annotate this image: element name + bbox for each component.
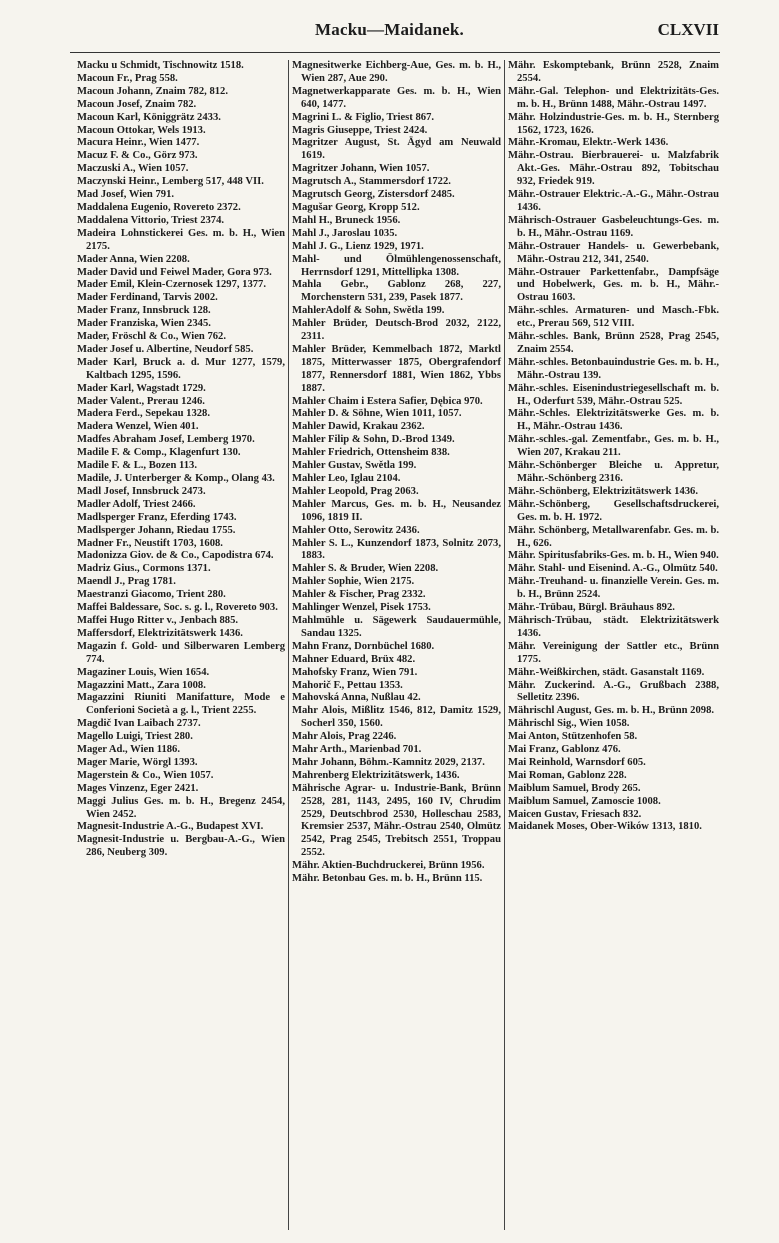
directory-entry: Mahrenberg Elektrizitätswerk, 1436. (292, 769, 460, 781)
directory-entry: Madriz Gius., Cormons 1371. (77, 563, 211, 575)
directory-entry: Maczynski Heinr., Lemberg 517, 448 VII. (77, 176, 264, 188)
page-title: Macku—Maidanek. (315, 20, 464, 39)
directory-entry: Magazzini Riuniti Manifatture, Mode e Conferioni Società a g. l., Trient 2255. (77, 692, 285, 717)
directory-entry: Madler Adolf, Triest 2466. (77, 498, 196, 510)
directory-entry: Mährischl August, Ges. m. b. H., Brünn 2098. (508, 705, 715, 717)
directory-entry: Madile, J. Unterberger & Komp., Olang 43. (77, 473, 275, 484)
directory-entry: Mader Emil, Klein-Czernosek 1297, 1377. (77, 279, 267, 291)
directory-entry: Magrutsch Georg, Zistersdorf 2485. (292, 189, 455, 201)
directory-entry: Mahler Filip & Sohn, D.-Brod 1349. (292, 434, 455, 446)
directory-entry: Mahr Alois, Mißlitz 1546, 812, Damitz 1529, Socherl 350, 1560. (292, 705, 501, 730)
directory-entry: Mahler Friedrich, Ottensheim 838. (292, 447, 450, 459)
directory-entry: Mai Franz, Gablonz 476. (508, 744, 621, 756)
directory-entry: Mahl- und Ölmühlengenossenschaft, Herrnsdorf 1291, Mittellipka 1308. (292, 253, 501, 278)
directory-entry: Mährisch-Trübau, städt. Elektrizitätswerk 1436. (508, 614, 719, 639)
directory-entry: Mähr.-Ostrau. Bierbrauerei- u. Malzfabrik Akt.-Ges. Mähr.-Ostrau 892, Tobitschau 932, Friedek 919. (508, 150, 719, 188)
directory-entry: Mad Josef, Wien 791. (77, 189, 175, 201)
directory-entry: Magrini L. & Figlio, Triest 867. (292, 111, 435, 123)
directory-entry: Mähr. Zuckerind. A.-G., Grußbach 2388, Selletitz 2396. (508, 679, 719, 704)
directory-entry: Mahler Leopold, Prag 2063. (292, 485, 419, 497)
directory-entry: Mader Josef u. Albertine, Neudorf 585. (77, 343, 254, 355)
directory-entry: Mähr.-Trübau, Bürgl. Bräuhaus 892. (508, 602, 675, 614)
directory-entry: Mähr.-Schönberger Bleiche u. Appretur, Mähr.-Schönberg 2316. (508, 460, 719, 484)
directory-entry: Mader Ferdinand, Tarvis 2002. (77, 292, 218, 304)
directory-entry: Mähr. Aktien-Buchdruckerei, Brünn 1956. (292, 860, 485, 872)
directory-entry: Mähr. Eskomptebank, Brünn 2528, Znaim 2554. (508, 60, 719, 84)
directory-entry: Mahr Alois, Prag 2246. (292, 731, 397, 743)
directory-entry: Magnesitwerke Eichberg-Aue, Ges. m. b. H., Wien 287, Aue 290. (292, 60, 501, 84)
directory-entry: Macoun Ottokar, Wels 1913. (77, 124, 206, 136)
directory-entry: Magrutsch A., Stammersdorf 1722. (292, 176, 451, 188)
directory-entry: Madner Fr., Neustift 1703, 1608. (77, 537, 223, 549)
directory-entry: Mähr.-Schönberg, Elektrizitätswerk 1436. (508, 485, 698, 497)
directory-entry: Magnesit-Industrie u. Bergbau-A.-G., Wien 286, Neuberg 309. (77, 834, 285, 859)
directory-entry: Madonizza Giov. de & Co., Capodistra 674. (77, 550, 274, 562)
directory-entry: Mähr. Holzindustrie-Ges. m. b. H., Sternberg 1562, 1723, 1626. (508, 111, 719, 136)
directory-entry: Maestranzi Giacomo, Trient 280. (77, 589, 226, 601)
directory-entry: Maffei Baldessare, Soc. s. g. l., Rovereto 903. (77, 602, 278, 614)
directory-entry: Madera Ferd., Sepekau 1328. (77, 408, 211, 420)
directory-entry: Maidanek Moses, Ober-Wików 1313, 1810. (508, 821, 702, 833)
directory-entry: Magušar Georg, Kropp 512. (292, 201, 420, 213)
directory-entry: Mader Karl, Bruck a. d. Mur 1277, 1579, Kaltbach 1295, 1596. (77, 356, 285, 381)
directory-entry: Mahler Brüder, Deutsch-Brod 2032, 2122, 2311. (292, 318, 501, 343)
directory-entry: Magnetwerkapparate Ges. m. b. H., Wien 640, 1477. (292, 85, 501, 110)
directory-entry: Mai Reinhold, Warnsdorf 605. (508, 756, 646, 768)
directory-entry: Mähr.-Schönberg, Gesellschaftsdruckerei, Ges. m. b. H. 1972. (508, 498, 719, 523)
directory-entry: Mahorič F., Pettau 1353. (292, 679, 403, 691)
directory-entry: Mähr.-schles. Armaturen- und Masch.-Fbk. etc., Prerau 569, 512 VIII. (508, 305, 719, 330)
directory-entry: Mahr Arth., Marienbad 701. (292, 744, 422, 756)
directory-entry: Magaziner Louis, Wien 1654. (77, 666, 210, 678)
directory-entry: Macoun Josef, Znaim 782. (77, 98, 197, 110)
directory-entry: Mähr.-Weißkirchen, städt. Gasanstalt 1169. (508, 666, 705, 678)
directory-entry: Mähr. Schönberg, Metallwarenfabr. Ges. m. b. H., 626. (508, 524, 719, 549)
directory-entry: Mahler D. & Söhne, Wien 1011, 1057. (292, 408, 462, 420)
column-3 (504, 60, 722, 1230)
directory-entry: Mahl J. G., Lienz 1929, 1971. (292, 240, 424, 252)
directory-entry: Mähr.-schles. Bank, Brünn 2528, Prag 2545, Znaim 2554. (508, 331, 719, 355)
directory-entry: Maggi Julius Ges. m. b. H., Bregenz 2454, Wien 2452. (77, 795, 285, 820)
directory-entry: Mähr.-schles. Eisenindustriegesellschaft m. b. H., Oderfurt 539, Mähr.-Ostrau 525. (508, 382, 719, 407)
directory-entry: Macura Heinr., Wien 1477. (77, 137, 200, 149)
directory-entry: Mährische Agrar- u. Industrie-Bank, Brünn 2528, 281, 1143, 2495, 160 IV, Chrudim 2529, Deutschbrod 2530, Holleschau 2583, Kremsier 2537, Mähr.-Ostrau 2540, Olmütz 2542, Prag 2545, Trebitsch 2551, Troppau 2552. (292, 782, 501, 859)
directory-entry: Mader David und Feiwel Mader, Gora 973. (77, 266, 272, 278)
directory-entry: Mähr.-Schles. Elektrizitätswerke Ges. m. b. H., Mähr.-Ostrau 1436. (508, 408, 719, 433)
directory-entry: Mahovská Anna, Nußlau 42. (292, 692, 421, 704)
directory-entry: Magnesit-Industrie A.-G., Budapest XVI. (77, 821, 264, 833)
directory-entry: Maddalena Eugenio, Rovereto 2372. (77, 201, 241, 213)
column-2 (288, 60, 504, 1230)
directory-entry: Mahla Gebr., Gablonz 268, 227, Morchenstern 531, 239, Pasek 1877. (292, 279, 501, 304)
directory-entry: Mai Anton, Stützenhofen 58. (508, 731, 638, 743)
directory-entry: Magerstein & Co., Wien 1057. (77, 769, 214, 781)
directory-entry: Mähr. Vereinigung der Sattler etc., Brünn 1775. (508, 640, 719, 665)
directory-entry: Mähr.-Kromau, Elektr.-Werk 1436. (508, 137, 669, 149)
directory-entry: Mähr. Betonbau Ges. m. b. H., Brünn 115. (292, 873, 483, 885)
directory-entry: Mahler Sophie, Wien 2175. (292, 576, 415, 588)
directory-entry: Mahler Gustav, Swětla 199. (292, 460, 417, 472)
directory-entry: Magazzini Matt., Zara 1008. (77, 679, 206, 691)
directory-entry: Mader Anna, Wien 2208. (77, 253, 190, 265)
directory-entry: Mader Franziska, Wien 2345. (77, 318, 211, 330)
directory-entry: Mahler Leo, Iglau 2104. (292, 473, 401, 484)
directory-entry: Mages Vinzenz, Eger 2421. (77, 782, 199, 794)
directory-entry: Mader Valent., Prerau 1246. (77, 395, 205, 407)
directory-entry: Mähr.-Gal. Telephon- und Elektrizitäts-Ges. m. b. H., Brünn 1488, Mähr.-Ostrau 1497. (508, 85, 719, 110)
directory-entry: Mahofsky Franz, Wien 791. (292, 666, 418, 678)
directory-entry: Mader Franz, Innsbruck 128. (77, 305, 211, 317)
directory-entry: Mahlmühle u. Sägewerk Saudauermühle, Sandau 1325. (292, 614, 501, 639)
directory-entry: Mahler Dawid, Krakau 2362. (292, 421, 425, 433)
directory-entry: Magritzer August, St. Ägyd am Neuwald 1619. (292, 137, 501, 162)
page-header (0, 14, 779, 44)
directory-entry: Madeira Lohnstickerei Ges. m. b. H., Wien 2175. (77, 227, 285, 252)
directory-entry: Macuz F. & Co., Görz 973. (77, 150, 198, 162)
directory-entry: Mader Karl, Wagstadt 1729. (77, 382, 206, 394)
directory-entry: Maiblum Samuel, Zamoscie 1008. (508, 795, 661, 807)
directory-entry: Mahlinger Wenzel, Pisek 1753. (292, 602, 431, 614)
directory-entry: Mahner Eduard, Brüx 482. (292, 653, 416, 665)
directory-entry: Macku u Schmidt, Tischnowitz 1518. (77, 60, 244, 71)
directory-entry: Maddalena Vittorio, Triest 2374. (77, 214, 225, 226)
directory-entry: Maendl J., Prag 1781. (77, 576, 176, 588)
directory-entry: Mahler & Fischer, Prag 2332. (292, 589, 426, 601)
directory-entry: Mahler S. & Bruder, Wien 2208. (292, 563, 439, 575)
directory-entry: Madfes Abraham Josef, Lemberg 1970. (77, 434, 255, 446)
directory-entry: Mährisch-Ostrauer Gasbeleuchtungs-Ges. m. b. H., Mähr.-Ostrau 1169. (508, 214, 719, 239)
directory-entry: Magello Luigi, Triest 280. (77, 731, 193, 743)
directory-entry: Mähr.-Ostrauer Parkettenfabr., Dampfsäge und Hobelwerk, Ges. m. b. H., Mähr.-Ostrau 1603. (508, 266, 719, 304)
directory-entry: Maiblum Samuel, Brody 265. (508, 782, 641, 794)
directory-entry: Mahl J., Jaroslau 1035. (292, 227, 398, 239)
directory-entry: Macoun Johann, Znaim 782, 812. (77, 85, 228, 97)
directory-entry: Mähr.-Treuhand- u. finanzielle Verein. Ges. m. b. H., Brünn 2524. (508, 576, 719, 601)
directory-entry: Maffersdorf, Elektrizitätswerk 1436. (77, 627, 243, 639)
directory-entry: Macoun Fr., Prag 558. (77, 72, 178, 84)
directory-entry: Mährischl Sig., Wien 1058. (508, 718, 630, 730)
directory-entry: Madlsperger Franz, Eferding 1743. (77, 511, 237, 523)
directory-entry: Mähr.-schles. Betonbauindustrie Ges. m. b. H., Mähr.-Ostrau 139. (508, 356, 719, 381)
directory-entry: Mahler Chaim i Estera Safier, Dębica 970. (292, 395, 483, 407)
directory-entry: Mähr. Spiritusfabriks-Ges. m. b. H., Wien 940. (508, 550, 719, 562)
directory-entry: Mager Ad., Wien 1186. (77, 744, 181, 756)
directory-entry: Mahler S. L., Kunzendorf 1873, Solnitz 2073, 1883. (292, 537, 501, 562)
directory-columns (74, 60, 722, 1230)
directory-entry: Mähr.-Ostrauer Elektric.-A.-G., Mähr.-Ostrau 1436. (508, 189, 719, 213)
directory-entry: Madlsperger Johann, Riedau 1755. (77, 524, 236, 536)
directory-entry: Mähr.-schles.-gal. Zementfabr., Ges. m. b. H., Wien 207, Krakau 211. (508, 434, 719, 459)
directory-entry: Maffei Hugo Ritter v., Jenbach 885. (77, 614, 239, 626)
directory-entry: Madera Wenzel, Wien 401. (77, 421, 199, 433)
directory-entry: Mader, Fröschl & Co., Wien 762. (77, 331, 226, 343)
directory-entry: Magdič Ivan Laibach 2737. (77, 718, 201, 730)
directory-entry: Madile F. & L., Bozen 113. (77, 460, 197, 472)
directory-entry: Maczuski A., Wien 1057. (77, 163, 189, 175)
directory-entry: Magritzer Johann, Wien 1057. (292, 163, 430, 175)
directory-entry: Mahler Brüder, Kemmelbach 1872, Marktl 1875, Mitterwasser 1875, Obergrafendorf 1877, Rennersdorf 1881, Wien 1862, Ybbs 1887. (292, 343, 501, 394)
directory-entry: Madl Josef, Innsbruck 2473. (77, 485, 206, 497)
directory-entry: Magazin f. Gold- und Silberwaren Lemberg 774. (77, 640, 285, 665)
directory-entry: Mahl H., Bruneck 1956. (292, 214, 401, 226)
directory-entry: Mähr.-Ostrauer Handels- u. Gewerbebank, Mähr.-Ostrau 212, 341, 2540. (508, 240, 719, 265)
directory-entry: Macoun Karl, Königgrätz 2433. (77, 111, 221, 123)
directory-entry: Mager Marie, Wörgl 1393. (77, 756, 198, 768)
directory-entry: Magris Giuseppe, Triest 2424. (292, 124, 428, 136)
directory-entry: Mahler Otto, Serowitz 2436. (292, 524, 420, 536)
directory-entry: Mahler Marcus, Ges. m. b. H., Neusandez 1096, 1819 II. (292, 498, 501, 523)
directory-entry: Maicen Gustav, Friesach 832. (508, 808, 642, 820)
directory-entry: Madile F. & Comp., Klagenfurt 130. (77, 447, 241, 459)
column-1 (74, 60, 288, 1230)
directory-entry: Mähr. Stahl- und Eisenind. A.-G., Olmütz 540. (508, 563, 718, 575)
page-number: CLXVII (657, 20, 719, 39)
header-rule (70, 52, 720, 53)
directory-entry: Mai Roman, Gablonz 228. (508, 769, 627, 781)
directory-entry: MahlerAdolf & Sohn, Swětla 199. (292, 305, 445, 317)
directory-entry: Mahr Johann, Böhm.-Kamnitz 2029, 2137. (292, 756, 485, 768)
directory-entry: Mahn Franz, Dornbüchel 1680. (292, 640, 435, 652)
